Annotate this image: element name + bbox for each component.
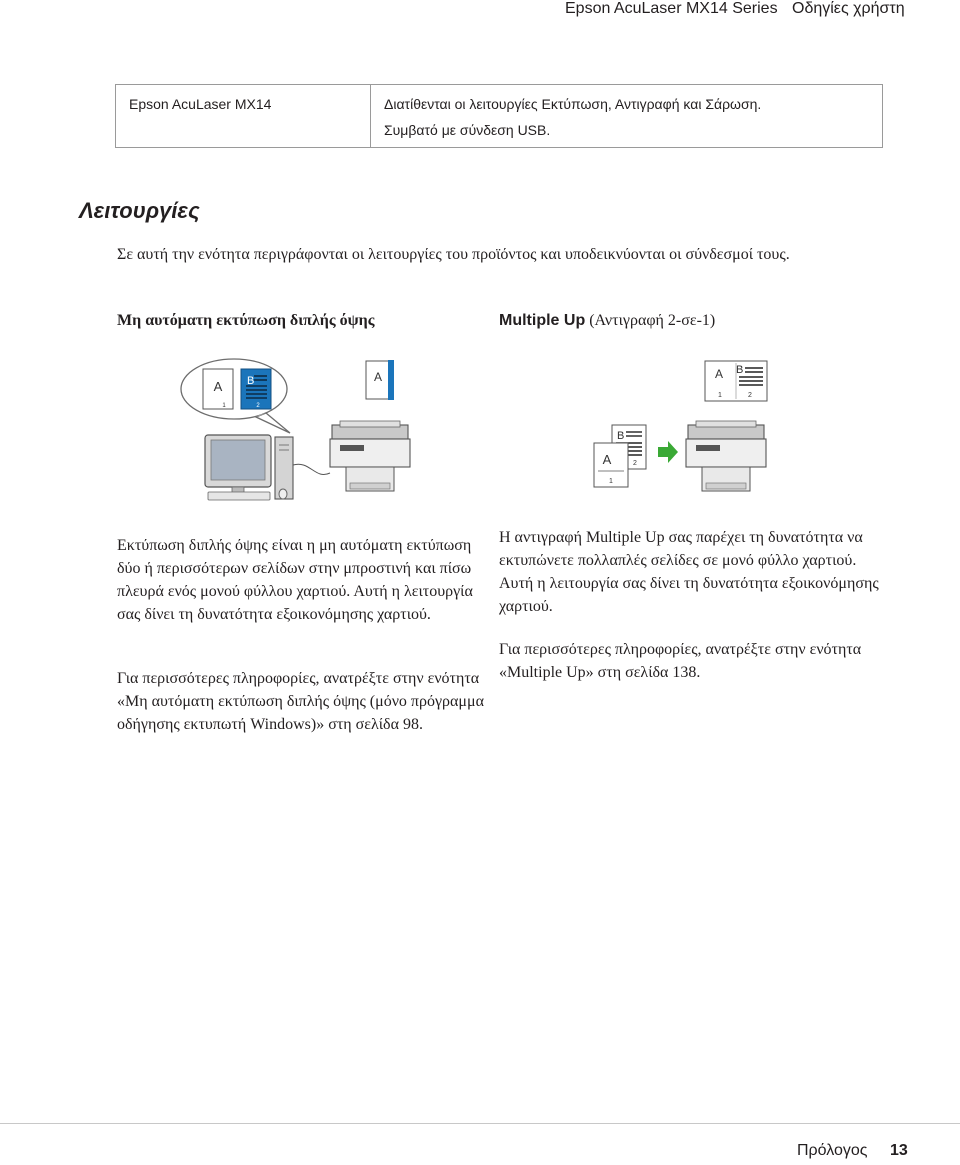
spec-model-cell: Epson AcuLaser MX14 xyxy=(129,96,272,112)
multiup-reference: Για περισσότερες πληροφορίες, ανατρέξτε στην ενότητα «Multiple Up» στη σελίδα 138. xyxy=(499,641,862,681)
printer-icon xyxy=(330,421,410,491)
footer-divider xyxy=(0,1123,960,1124)
combined-number-2: 2 xyxy=(748,392,752,399)
spec-table xyxy=(115,84,883,148)
computer-icon xyxy=(205,435,330,500)
multiup-heading-bold: Multiple Up xyxy=(499,312,586,329)
spec-feature-line: Διατίθενται οι λειτουργίες Εκτύπωση, Αντιγραφή και Σάρωση. xyxy=(384,96,762,112)
printout-letter-a: A xyxy=(373,370,383,384)
footer-section-name: Πρόλογος xyxy=(797,1142,868,1159)
printout-back-edge xyxy=(388,360,394,400)
original-number-1: 1 xyxy=(609,478,613,485)
header-product-name: Epson AcuLaser MX14 Series xyxy=(565,0,778,17)
combined-letter-a: A xyxy=(714,367,724,381)
copier-icon xyxy=(686,421,766,491)
footer-page-number: 13 xyxy=(890,1142,908,1159)
page-number-1: 1 xyxy=(222,403,226,409)
multiup-illustration xyxy=(590,355,780,505)
page-number-2: 2 xyxy=(256,403,260,409)
spec-table-divider xyxy=(370,85,371,147)
duplex-illustration xyxy=(180,355,420,505)
multiup-heading-rest: (Αντιγραφή 2-σε-1) xyxy=(585,312,716,329)
multiup-description: Η αντιγραφή Multiple Up σας παρέχει τη δυνατότητα να εκτυπώνετε πολλαπλές σελίδες σε μονό φύλλο χαρτιού. Αυτή η λειτουργία σας δίνει τη δυνατότητα εξοικονόμησης χαρτιού. xyxy=(499,529,879,615)
header-guide-title: Οδηγίες χρήστη xyxy=(792,0,905,17)
original-letter-b: B xyxy=(617,430,625,442)
section-heading: Λειτουργίες xyxy=(79,198,200,223)
speech-bubble xyxy=(181,359,290,433)
page-letter-b: B xyxy=(247,375,255,387)
duplex-description: Εκτύπωση διπλής όψης είναι η μη αυτόματη εκτύπωση δύο ή περισσότερων σελίδων στην μπροστινή και πίσω πλευρά ενός μονού φύλλου χαρτιού. Αυτή η λειτουργία σας δίνει τη δυνατότητα εξοικονόμησης χαρτιού. xyxy=(117,537,473,623)
original-number-2: 2 xyxy=(633,460,637,467)
arrow-right-icon xyxy=(658,441,678,463)
original-letter-a: A xyxy=(602,452,612,467)
combined-letter-b: B xyxy=(736,364,744,376)
multiup-heading xyxy=(499,312,715,330)
page-letter-a: A xyxy=(213,379,223,394)
combined-number-1: 1 xyxy=(718,392,722,399)
duplex-heading: Μη αυτόματη εκτύπωση διπλής όψης xyxy=(117,312,375,329)
spec-connection-line: Συμβατό με σύνδεση USB. xyxy=(384,122,551,138)
duplex-reference: Για περισσότερες πληροφορίες, ανατρέξτε στην ενότητα «Μη αυτόματη εκτύπωση διπλής όψης (μόνο πρόγραμμα οδήγησης εκτυπωτή Windows)» στη σελίδα 98. xyxy=(117,670,484,733)
section-intro: Σε αυτή την ενότητα περιγράφονται οι λειτουργίες του προϊόντος και υποδεικνύονται οι σύνδεσμοί τους. xyxy=(117,246,790,263)
